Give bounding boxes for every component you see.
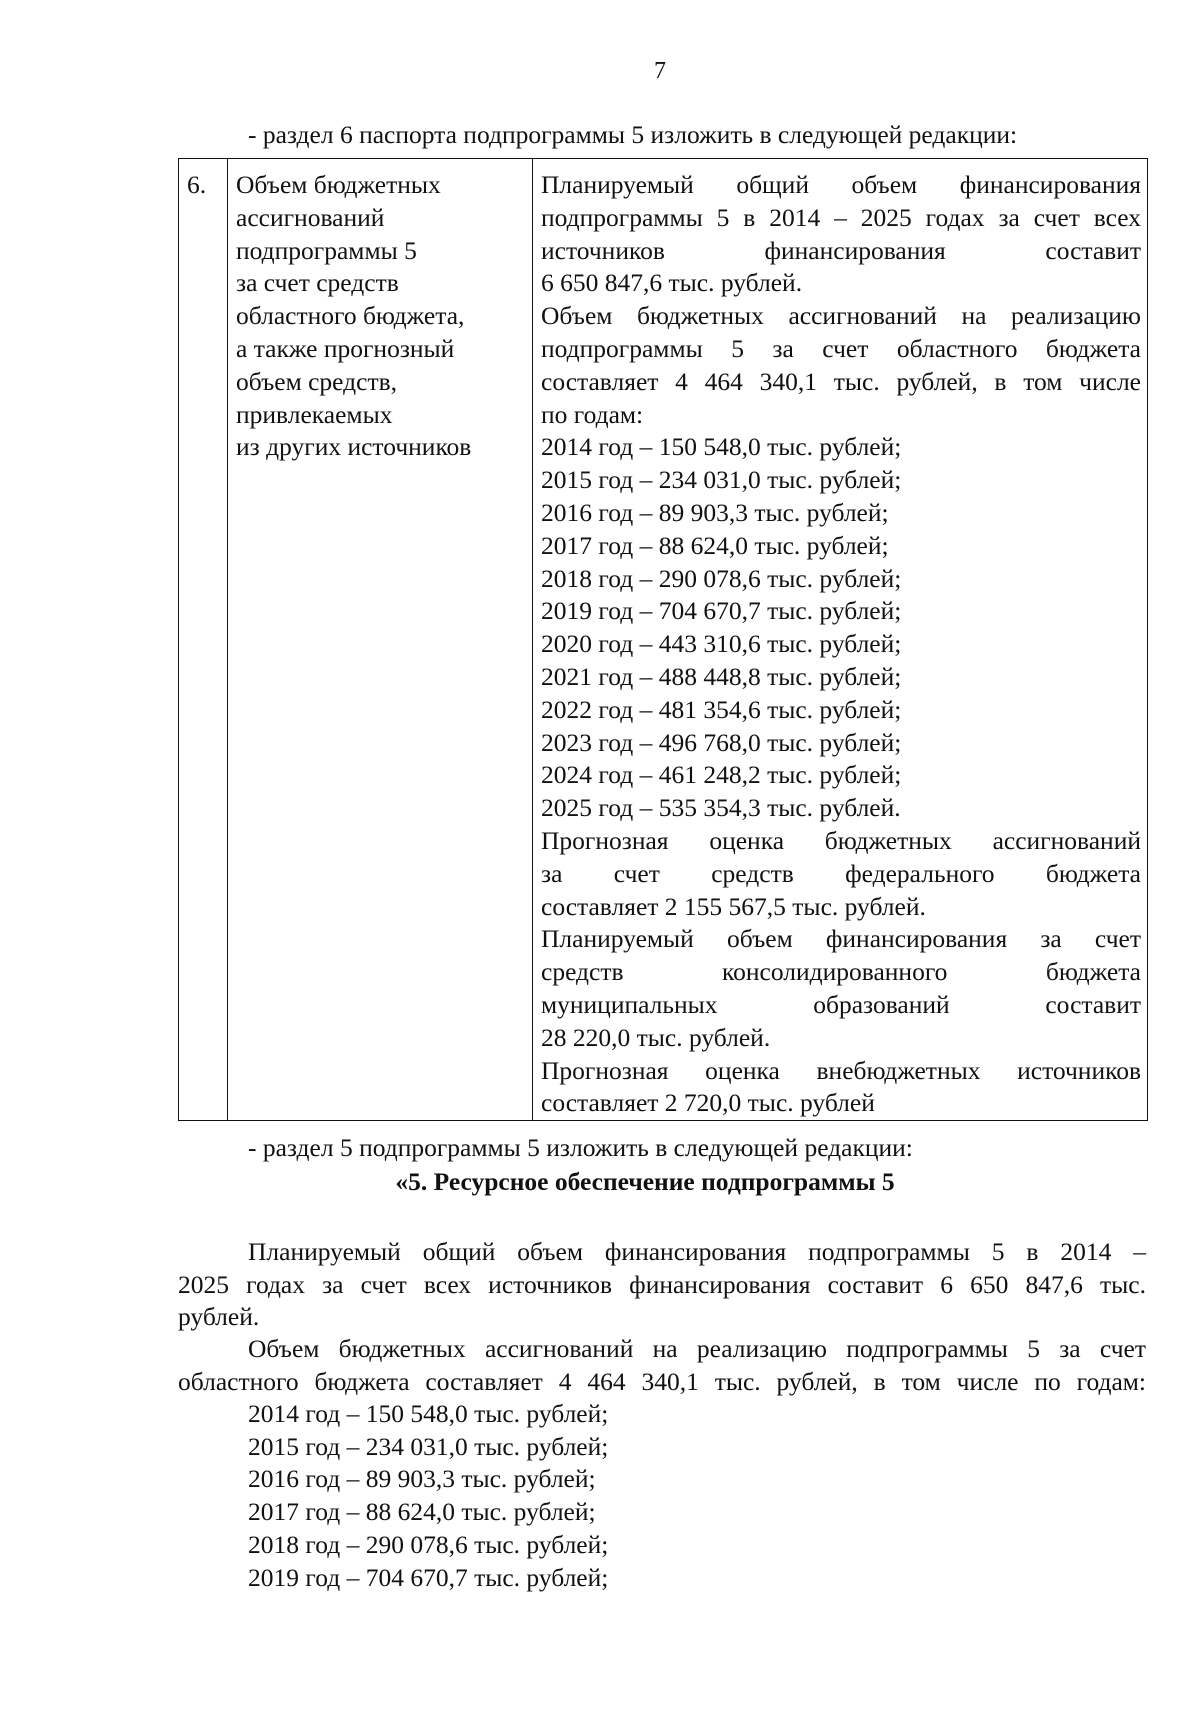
- paragraph-line: Планируемый общий объем финансирования подпрограммы 5 в 2014 –: [248, 1237, 1146, 1266]
- year-line: 2019 год – 704 670,7 тыс. рублей;: [248, 1562, 609, 1592]
- content-line: по годам:: [541, 399, 644, 429]
- year-line: 2017 год – 88 624,0 тыс. рублей;: [541, 530, 889, 560]
- year-line: 2022 год – 481 354,6 тыс. рублей;: [541, 694, 902, 724]
- content-line: составляет 4 464 340,1 тыс. рублей, в том числе: [541, 366, 1141, 396]
- row-number-cell: 6.: [179, 159, 228, 1121]
- label-line: областного бюджета,: [236, 301, 465, 331]
- paragraph-line: рублей.: [178, 1302, 260, 1331]
- body-year-list: [248, 1398, 608, 1594]
- section-heading: «5. Ресурсное обеспечение подпрограммы 5: [395, 1167, 895, 1196]
- year-line: 2017 год – 88 624,0 тыс. рублей;: [248, 1497, 596, 1527]
- year-line: 2025 год – 535 354,3 тыс. рублей.: [541, 793, 901, 823]
- year-line: 2018 год – 290 078,6 тыс. рублей;: [248, 1529, 609, 1559]
- content-line: подпрограммы 5 в 2014 – 2025 годах за счет всех: [541, 202, 1141, 232]
- row-label-cell: [228, 159, 533, 1121]
- content-line: Планируемый объем финансирования за счет: [541, 924, 1141, 954]
- year-line: 2018 год – 290 078,6 тыс. рублей;: [541, 563, 902, 593]
- year-line: 2019 год – 704 670,7 тыс. рублей;: [541, 596, 902, 626]
- row-content-cell: [533, 159, 1148, 1121]
- paragraph-total-financing: [178, 1236, 1146, 1334]
- label-line: Объем бюджетных: [236, 170, 441, 199]
- content-line: муниципальных образований составит: [541, 989, 1141, 1019]
- content-line: источников финансирования составит: [541, 235, 1141, 265]
- content-line: средств консолидированного бюджета: [541, 957, 1141, 987]
- section-instruction: - раздел 5 подпрограммы 5 изложить в следующей редакции:: [248, 1133, 913, 1162]
- content-line: Планируемый общий объем финансирования: [541, 170, 1141, 199]
- label-line: объем средств,: [236, 366, 398, 396]
- paragraph-regional-budget: [178, 1333, 1146, 1398]
- year-line: 2015 год – 234 031,0 тыс. рублей;: [541, 465, 902, 495]
- content-line: Прогнозная оценка бюджетных ассигнований: [541, 825, 1141, 855]
- content-line: составляет 2 155 567,5 тыс. рублей.: [541, 891, 926, 921]
- passport-table: [178, 158, 1148, 1121]
- label-line: из других источников: [236, 432, 472, 462]
- content-line: составляет 2 720,0 тыс. рублей: [541, 1088, 875, 1118]
- year-line: 2016 год – 89 903,3 тыс. рублей;: [248, 1464, 596, 1494]
- year-line: 2015 год – 234 031,0 тыс. рублей;: [248, 1431, 609, 1461]
- year-line: 2021 год – 488 448,8 тыс. рублей;: [541, 661, 902, 691]
- label-line: подпрограммы 5: [236, 235, 417, 265]
- content-line: 28 220,0 тыс. рублей.: [541, 1022, 771, 1052]
- intro-instruction: - раздел 6 паспорта подпрограммы 5 изложить в следующей редакции:: [248, 120, 1018, 149]
- content-line: Объем бюджетных ассигнований на реализацию: [541, 301, 1141, 331]
- paragraph-line: 2025 годах за счет всех источников финансирования составит 6 650 847,6 тыс.: [178, 1269, 1146, 1299]
- label-line: ассигнований: [236, 202, 385, 232]
- page-number: 7: [654, 58, 666, 84]
- table-row: [179, 159, 1148, 1121]
- year-line: 2020 год – 443 310,6 тыс. рублей;: [541, 629, 902, 659]
- paragraph-line: Объем бюджетных ассигнований на реализацию подпрограммы 5 за счет: [248, 1334, 1146, 1363]
- label-line: привлекаемых: [236, 399, 393, 429]
- year-line: 2024 год – 461 248,2 тыс. рублей;: [541, 760, 902, 790]
- content-line: 6 650 847,6 тыс. рублей.: [541, 268, 803, 298]
- year-line: 2023 год – 496 768,0 тыс. рублей;: [541, 727, 902, 757]
- year-line: 2014 год – 150 548,0 тыс. рублей;: [541, 432, 902, 462]
- label-line: а также прогнозный: [236, 333, 455, 363]
- content-line: за счет средств федерального бюджета: [541, 858, 1141, 888]
- year-line: 2016 год – 89 903,3 тыс. рублей;: [541, 497, 889, 527]
- content-line: подпрограммы 5 за счет областного бюджета: [541, 333, 1141, 363]
- label-line: за счет средств: [236, 268, 399, 298]
- content-line: Прогнозная оценка внебюджетных источников: [541, 1055, 1141, 1085]
- year-line: 2014 год – 150 548,0 тыс. рублей;: [248, 1399, 609, 1428]
- paragraph-line: областного бюджета составляет 4 464 340,1 тыс. рублей, в том числе по годам:: [178, 1366, 1146, 1396]
